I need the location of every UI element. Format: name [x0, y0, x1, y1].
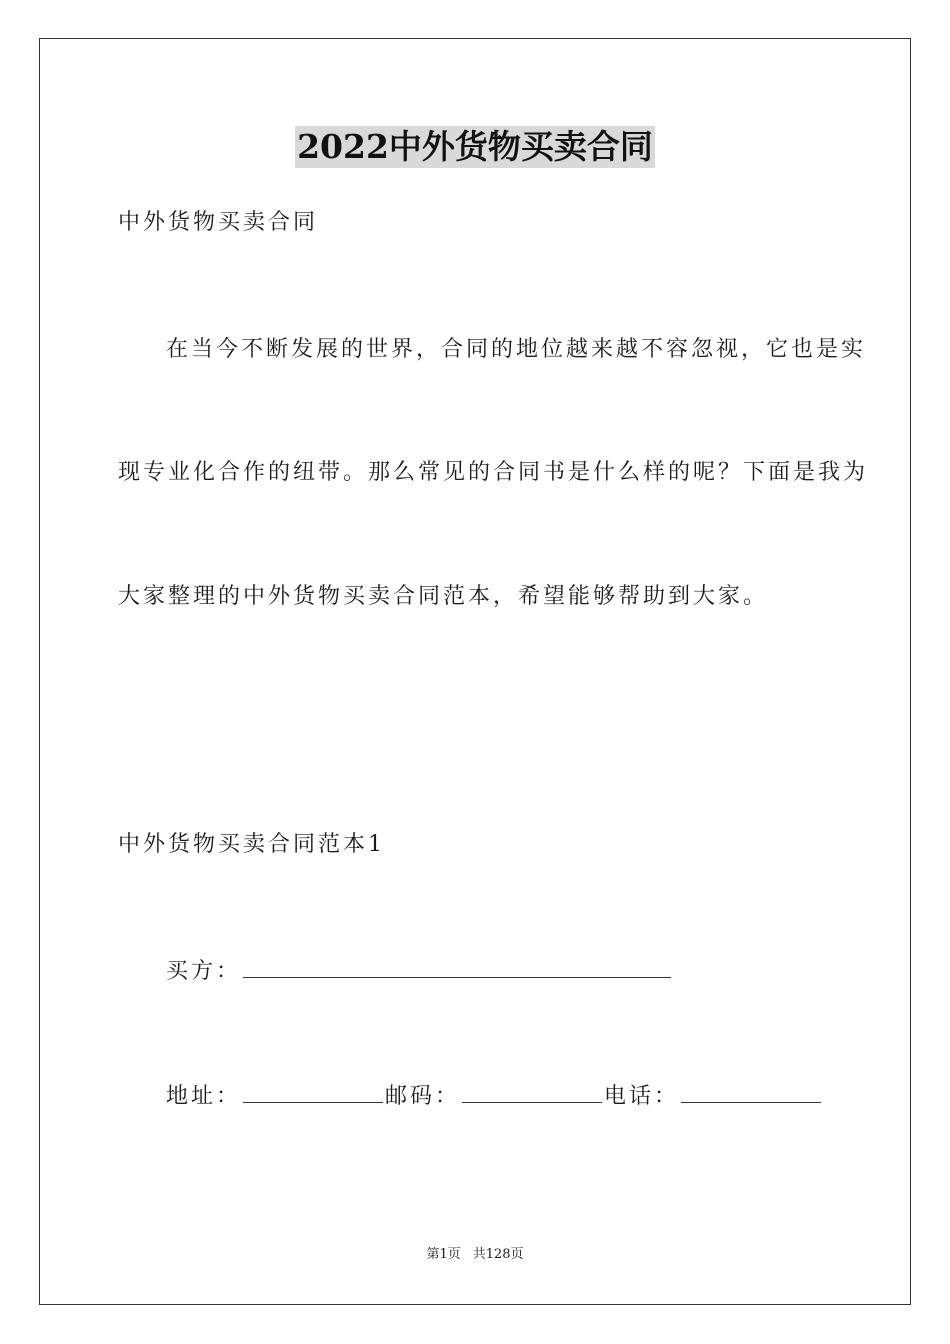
- document-title: 2022中外货物买卖合同: [297, 127, 653, 166]
- phone-blank-field[interactable]: [681, 1080, 821, 1103]
- address-blank-field[interactable]: [243, 1080, 383, 1103]
- buyer-blank-field[interactable]: [243, 955, 671, 978]
- title-container: [0, 126, 950, 168]
- postcode-label: 邮码：: [385, 1084, 461, 1109]
- document-subtitle: 中外货物买卖合同: [118, 210, 319, 235]
- phone-label: 电话：: [604, 1084, 680, 1109]
- intro-line-2: 现专业化合作的纽带。那么常见的合同书是什么样的呢？下面是我为: [118, 460, 869, 485]
- address-label: 地址：: [166, 1084, 242, 1109]
- intro-line-1: 在当今不断发展的世界，合同的地位越来越不容忽视，它也是实: [166, 337, 867, 362]
- page-number-total: 共128页: [472, 1247, 524, 1262]
- intro-line-3: 大家整理的中外货物买卖合同范本，希望能够帮助到大家。: [118, 584, 769, 609]
- section-heading: 中外货物买卖合同范本1: [118, 832, 385, 857]
- postcode-blank-field[interactable]: [462, 1080, 602, 1103]
- contact-row: [166, 1080, 823, 1112]
- page-footer: [0, 1246, 950, 1264]
- buyer-row: [166, 955, 673, 987]
- page-number-current: 第1页: [426, 1247, 461, 1262]
- buyer-label: 买方：: [166, 959, 242, 984]
